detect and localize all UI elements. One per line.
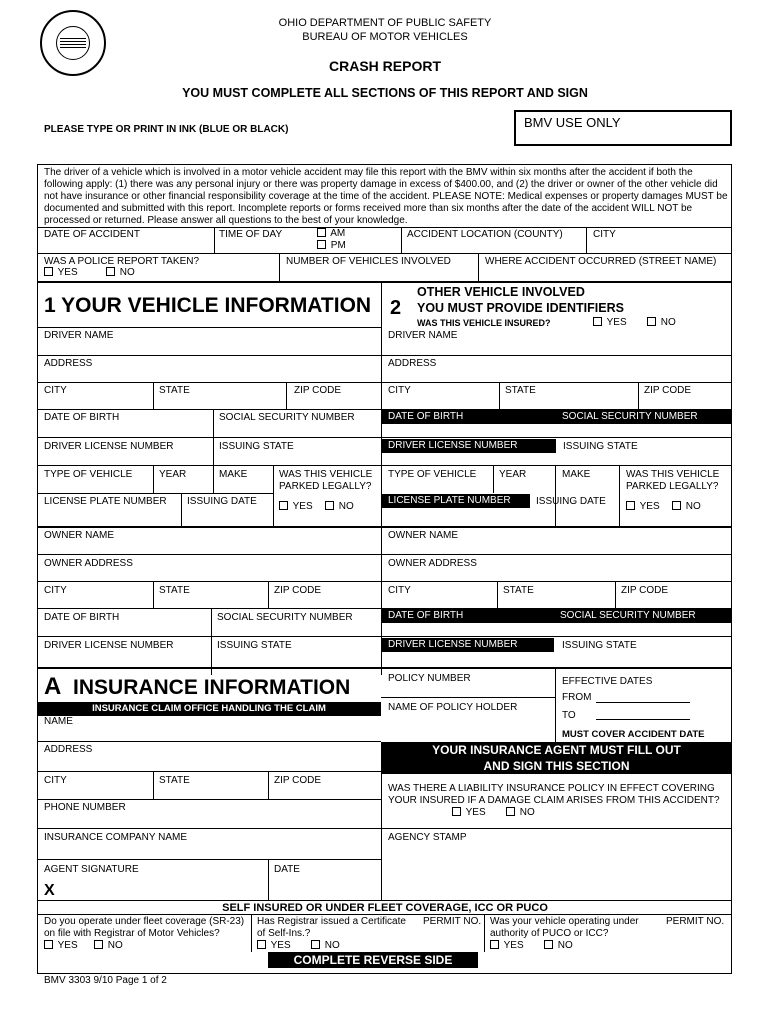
form-frame xyxy=(37,164,732,974)
other-owner-dob-label: DATE OF BIRTH xyxy=(388,610,464,621)
policy-holder-field[interactable]: NAME OF POLICY HOLDER xyxy=(388,702,518,713)
checkbox-icon xyxy=(44,267,53,276)
checkbox-icon xyxy=(94,940,103,949)
dob-field[interactable]: DATE OF BIRTH xyxy=(44,412,120,423)
checkbox-icon xyxy=(506,807,515,816)
bureau-name: BUREAU OF MOTOR VEHICLES xyxy=(302,31,468,43)
section-2-title: OTHER VEHICLE INVOLVED xyxy=(417,285,585,299)
checkbox-icon xyxy=(44,940,53,949)
state-field[interactable]: STATE xyxy=(159,385,190,396)
other-dob-label: DATE OF BIRTH xyxy=(388,411,464,422)
parked-label-2: PARKED LEGALLY? xyxy=(279,481,372,492)
owner-address-field[interactable]: OWNER ADDRESS xyxy=(44,558,133,569)
divider xyxy=(181,493,182,526)
parked-label: WAS THIS VEHICLE xyxy=(279,469,373,480)
divider xyxy=(153,581,154,608)
dept-name: OHIO DEPARTMENT OF PUBLIC SAFETY xyxy=(278,17,492,29)
claim-city-field[interactable]: CITY xyxy=(44,775,67,786)
parked-yes-checkbox[interactable] xyxy=(279,501,313,513)
type-vehicle-field[interactable]: TYPE OF VEHICLE xyxy=(44,469,133,480)
parked-no-checkbox[interactable] xyxy=(325,501,354,513)
divider xyxy=(381,742,382,900)
police-no-checkbox[interactable] xyxy=(106,267,135,279)
agency-stamp-field[interactable]: AGENCY STAMP xyxy=(388,832,467,843)
no-label: NO xyxy=(557,940,573,951)
agent-title-1: YOUR INSURANCE AGENT MUST FILL OUT xyxy=(432,743,681,757)
divider xyxy=(381,697,555,698)
divider xyxy=(251,914,252,952)
divider xyxy=(381,667,732,669)
divider xyxy=(153,465,154,493)
divider xyxy=(401,227,402,253)
other-address-field[interactable]: ADDRESS xyxy=(388,358,437,369)
checkbox-icon xyxy=(593,317,602,326)
owner-city-field[interactable]: CITY xyxy=(44,585,67,596)
agent-title-2: AND SIGN THIS SECTION xyxy=(483,759,630,773)
other-dob-bar[interactable] xyxy=(382,410,732,424)
effective-dates-label: EFFECTIVE DATES xyxy=(562,676,653,687)
checkbox-icon xyxy=(647,317,656,326)
liability-no-checkbox[interactable] xyxy=(506,807,535,819)
ink-instruction: PLEASE TYPE OR PRINT IN INK (BLUE OR BLACK) xyxy=(44,124,289,135)
zip-field[interactable]: ZIP CODE xyxy=(294,385,342,396)
other-zip-field[interactable]: ZIP CODE xyxy=(644,385,692,396)
other-owner-zip-field[interactable]: ZIP CODE xyxy=(621,585,669,596)
checkbox-icon xyxy=(325,501,334,510)
liability-yes-checkbox[interactable] xyxy=(452,807,486,819)
other-plate-bar[interactable] xyxy=(382,494,530,508)
signature-x-mark: X xyxy=(44,882,55,899)
other-owner-ssn-label: SOCIAL SECURITY NUMBER xyxy=(560,610,696,621)
other-issuing-date-field[interactable]: ISSUING DATE xyxy=(536,496,606,507)
other-owner-dln-label: DRIVER LICENSE NUMBER xyxy=(388,639,518,650)
other-state-field[interactable]: STATE xyxy=(505,385,536,396)
other-city-field[interactable]: CITY xyxy=(388,385,411,396)
checkbox-icon xyxy=(279,501,288,510)
checkbox-icon xyxy=(106,267,115,276)
bmv-use-only-box[interactable] xyxy=(514,110,732,146)
no-label: NO xyxy=(519,807,535,818)
section-1-title: 1 YOUR VEHICLE INFORMATION xyxy=(44,294,372,317)
divider xyxy=(37,828,732,829)
divider xyxy=(37,382,732,383)
must-cover-note: MUST COVER ACCIDENT DATE xyxy=(562,729,705,740)
divider xyxy=(153,382,154,409)
divider xyxy=(586,227,587,253)
registrar-yes-checkbox[interactable] xyxy=(257,940,291,952)
insurance-company-field[interactable]: INSURANCE COMPANY NAME xyxy=(44,832,187,843)
no-label: NO xyxy=(119,267,135,278)
divider xyxy=(279,253,280,281)
other-make-field[interactable]: MAKE xyxy=(562,469,591,480)
intro-paragraph: The driver of a vehicle which is involved in a motor vehicle accident may file this report with the BMV within six months after the accident if both the following apply: (1) there was any personal injury or there was property damage in excess of $400.00, and (2) the driver or owner of the other vehicle did not have insurance or other financial responsibility coverage at the time of the accident. PLEASE NOTE: Medical expenses or property damages MUST be documented and submitted with this report. Incomplete reports or forms received more than six months after the date of the accident WILL NOT be processed or returned. Please answer all questions to the best of your knowledge. xyxy=(44,167,728,226)
divider xyxy=(497,581,498,608)
pm-label: PM xyxy=(330,240,346,251)
divider xyxy=(37,667,381,669)
divider xyxy=(37,636,732,637)
from-label: FROM xyxy=(562,692,592,703)
checkbox-icon xyxy=(672,501,681,510)
yes-label: YES xyxy=(503,940,524,951)
divider xyxy=(37,581,732,582)
yes-label: YES xyxy=(292,501,313,512)
no-label: NO xyxy=(338,501,354,512)
divider xyxy=(37,355,732,356)
divider xyxy=(478,253,479,281)
section-a-heading: INSURANCE INFORMATION xyxy=(73,676,351,699)
claim-name-field[interactable]: NAME xyxy=(44,716,73,727)
no-label: NO xyxy=(660,317,676,328)
registrar-no-checkbox[interactable] xyxy=(311,940,340,952)
liability-text: WAS THERE A LIABILITY INSURANCE POLICY IN EFFECT COVERING YOUR INSURED IF A DAMAGE CLAIM ARISES FROM THIS ACCIDENT? xyxy=(388,783,720,806)
to-label: TO xyxy=(562,710,576,721)
pm-checkbox[interactable] xyxy=(317,240,346,252)
divider xyxy=(286,382,287,409)
policy-number-field[interactable]: POLICY NUMBER xyxy=(388,673,471,684)
accident-city-field[interactable]: CITY xyxy=(593,229,616,240)
registrar-question: Has Registrar issued a Certificate of Self-Ins.? xyxy=(257,916,406,939)
other-owner-state-field[interactable]: STATE xyxy=(503,585,534,596)
yes-label: YES xyxy=(465,807,486,818)
checkbox-icon xyxy=(311,940,320,949)
driver-name-field[interactable]: DRIVER NAME xyxy=(44,330,114,341)
fleet-question: Do you operate under fleet coverage (SR-23) on file with Registrar of Motor Vehicles? xyxy=(44,916,245,939)
dln-field[interactable]: DRIVER LICENSE NUMBER xyxy=(44,441,174,452)
other-owner-dob-bar[interactable] xyxy=(382,609,732,623)
other-year-field[interactable]: YEAR xyxy=(499,469,527,480)
divider xyxy=(37,859,381,860)
checkbox-icon xyxy=(317,240,326,249)
owner-state-field[interactable]: STATE xyxy=(159,585,190,596)
police-yes-checkbox[interactable] xyxy=(44,267,78,279)
street-name-field[interactable]: WHERE ACCIDENT OCCURRED (STREET NAME) xyxy=(485,256,717,267)
divider xyxy=(499,382,500,409)
claim-zip-field[interactable]: ZIP CODE xyxy=(274,775,322,786)
other-parked-label-2: PARKED LEGALLY? xyxy=(626,481,719,492)
from-date-line[interactable] xyxy=(596,702,690,703)
checkbox-icon xyxy=(626,501,635,510)
section-a-letter: A xyxy=(44,673,62,700)
yes-label: YES xyxy=(270,940,291,951)
owner-ssn-field[interactable]: SOCIAL SECURITY NUMBER xyxy=(217,612,353,623)
address-field[interactable]: ADDRESS xyxy=(44,358,93,369)
divider xyxy=(37,900,732,901)
insured-question: WAS THIS VEHICLE INSURED? xyxy=(417,318,551,328)
claim-state-field[interactable]: STATE xyxy=(159,775,190,786)
to-date-line[interactable] xyxy=(596,719,690,720)
other-parked-label: WAS THIS VEHICLE xyxy=(626,469,720,480)
accident-location-field[interactable]: ACCIDENT LOCATION (COUNTY) xyxy=(407,229,563,240)
claim-office-bar: INSURANCE CLAIM OFFICE HANDLING THE CLAIM xyxy=(37,702,381,716)
owner-name-field[interactable]: OWNER NAME xyxy=(44,530,114,541)
divider xyxy=(213,465,214,493)
other-owner-city-field[interactable]: CITY xyxy=(388,585,411,596)
page-subtitle: YOU MUST COMPLETE ALL SECTIONS OF THIS REPORT AND SIGN xyxy=(182,86,588,100)
divider xyxy=(268,581,269,608)
issuing-state-field[interactable]: ISSUING STATE xyxy=(219,441,294,452)
other-issuing-state-field[interactable]: ISSUING STATE xyxy=(563,441,638,452)
bmv-use-label: BMV USE ONLY xyxy=(524,115,621,130)
yes-label: YES xyxy=(57,267,78,278)
no-label: NO xyxy=(324,940,340,951)
num-vehicles-field[interactable]: NUMBER OF VEHICLES INVOLVED xyxy=(286,256,451,267)
other-parked-yes-checkbox[interactable] xyxy=(626,501,660,513)
divider xyxy=(37,493,273,494)
time-of-day-label: TIME OF DAY xyxy=(219,229,283,240)
agent-date-field[interactable]: DATE xyxy=(274,864,300,875)
claim-phone-field[interactable]: PHONE NUMBER xyxy=(44,802,126,813)
divider xyxy=(211,608,212,675)
puco-yes-checkbox[interactable] xyxy=(490,940,524,952)
divider xyxy=(37,281,732,283)
make-field[interactable]: MAKE xyxy=(219,469,248,480)
owner-dob-field[interactable]: DATE OF BIRTH xyxy=(44,612,120,623)
divider xyxy=(493,465,494,493)
checkbox-icon xyxy=(490,940,499,949)
divider xyxy=(37,741,381,742)
other-ssn-label: SOCIAL SECURITY NUMBER xyxy=(562,411,698,422)
year-field[interactable]: YEAR xyxy=(159,469,187,480)
divider xyxy=(153,771,154,799)
other-type-vehicle-field[interactable]: TYPE OF VEHICLE xyxy=(388,469,477,480)
divider xyxy=(484,914,485,952)
checkbox-icon xyxy=(544,940,553,949)
other-owner-issuing-field[interactable]: ISSUING STATE xyxy=(562,640,637,651)
insured-yes-checkbox[interactable] xyxy=(593,317,627,329)
other-dln-label: DRIVER LICENSE NUMBER xyxy=(388,440,518,451)
claim-address-field[interactable]: ADDRESS xyxy=(44,744,93,755)
date-of-accident-field[interactable]: DATE OF ACCIDENT xyxy=(44,229,140,240)
other-owner-name-field[interactable]: OWNER NAME xyxy=(388,530,458,541)
form-id: BMV 3303 9/10 Page 1 of 2 xyxy=(44,975,167,986)
yes-label: YES xyxy=(639,501,660,512)
other-parked-no-checkbox[interactable] xyxy=(672,501,701,513)
self-insured-title: SELF INSURED OR UNDER FLEET COVERAGE, ICC OR PUCO xyxy=(222,902,548,914)
section-a-title xyxy=(44,673,350,701)
police-report-label: WAS A POLICE REPORT TAKEN? xyxy=(44,256,200,267)
no-label: NO xyxy=(685,501,701,512)
owner-dln-field[interactable]: DRIVER LICENSE NUMBER xyxy=(44,640,174,651)
puco-question: Was your vehicle operating under authority of PUCO or ICC? xyxy=(490,916,639,939)
section-2-subtitle: YOU MUST PROVIDE IDENTIFIERS xyxy=(417,301,624,315)
issuing-date-field[interactable]: ISSUING DATE xyxy=(187,496,257,507)
section-2-number: 2 xyxy=(390,297,402,319)
divider xyxy=(268,771,269,799)
divider xyxy=(37,771,381,772)
other-owner-address-field[interactable]: OWNER ADDRESS xyxy=(388,558,477,569)
plate-field[interactable]: LICENSE PLATE NUMBER xyxy=(44,496,167,507)
divider xyxy=(37,914,732,915)
divider xyxy=(273,465,274,526)
page-title: CRASH REPORT xyxy=(328,58,441,74)
am-label: AM xyxy=(330,228,346,239)
divider xyxy=(37,526,732,528)
owner-zip-field[interactable]: ZIP CODE xyxy=(274,585,322,596)
divider xyxy=(619,465,620,526)
checkbox-icon xyxy=(257,940,266,949)
permit-field[interactable]: PERMIT NO. xyxy=(423,916,482,927)
other-dln-bar[interactable] xyxy=(382,439,556,453)
am-checkbox[interactable] xyxy=(317,228,345,240)
header-dept xyxy=(0,16,770,44)
other-owner-dln-bar[interactable] xyxy=(382,638,554,652)
insured-no-checkbox[interactable] xyxy=(647,317,676,329)
yes-label: YES xyxy=(57,940,78,951)
divider xyxy=(638,382,639,409)
divider xyxy=(37,554,732,555)
agent-section-bar xyxy=(381,742,732,774)
checkbox-icon xyxy=(317,228,326,237)
city-field[interactable]: CITY xyxy=(44,385,67,396)
divider xyxy=(37,327,381,328)
owner-issuing-field[interactable]: ISSUING STATE xyxy=(217,640,292,651)
other-driver-name-field[interactable]: DRIVER NAME xyxy=(388,330,458,341)
complete-reverse-bar: COMPLETE REVERSE SIDE xyxy=(268,952,478,968)
divider xyxy=(37,465,732,466)
divider xyxy=(37,253,732,254)
fleet-yes-checkbox[interactable] xyxy=(44,940,78,952)
checkbox-icon xyxy=(452,807,461,816)
ssn-field[interactable]: SOCIAL SECURITY NUMBER xyxy=(219,412,355,423)
agent-signature-field[interactable]: AGENT SIGNATURE xyxy=(44,864,139,875)
divider xyxy=(615,581,616,608)
no-label: NO xyxy=(107,940,123,951)
divider xyxy=(268,859,269,900)
liability-question xyxy=(388,783,728,807)
divider xyxy=(37,799,381,800)
other-plate-label: LICENSE PLATE NUMBER xyxy=(388,495,511,506)
fleet-no-checkbox[interactable] xyxy=(94,940,123,952)
puco-no-checkbox[interactable] xyxy=(544,940,573,952)
permit-2-field[interactable]: PERMIT NO. xyxy=(666,916,725,927)
divider xyxy=(555,668,556,742)
divider xyxy=(37,227,732,228)
divider xyxy=(214,227,215,253)
yes-label: YES xyxy=(606,317,627,328)
divider xyxy=(37,437,732,438)
